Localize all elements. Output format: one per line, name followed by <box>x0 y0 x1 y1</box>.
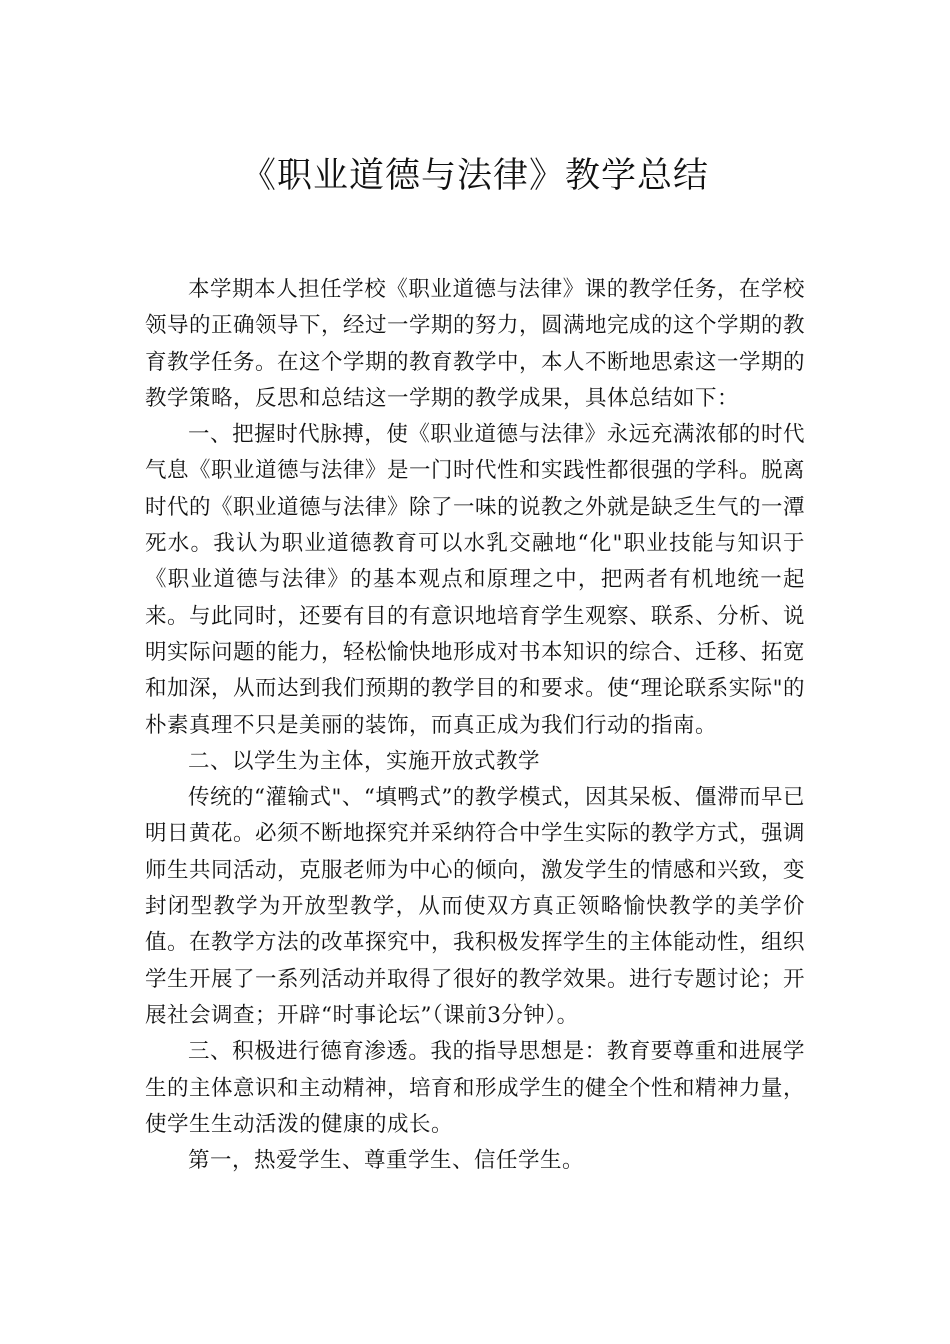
paragraph-intro: 本学期本人担任学校《职业道德与法律》课的教学任务，在学校领导的正确领导下，经过一学期的努力，圆满地完成的这个学期的教育教学任务。在这个学期的教育教学中，本人不断地思索这一学期的教学策略，反思和总结这一学期的教学成果，具体总结如下： <box>145 277 806 411</box>
paragraph-section-2-heading: 二、以学生为主体，实施开放式教学 <box>188 748 541 774</box>
paragraph-section-2: 传统的“灌输式"、“填鸭式”的教学模式，因其呆板、僵滞而早已明日黄花。必须不断地探究并采纳符合中学生实际的教学方式，强调师生共同活动，克服老师为中心的倾向，激发学生的情感和兴致，变封闭型教学为开放型教学，从而使双方真正领略愉快教学的美学价值。在教学方法的改革探究中，我积极发挥学生的主体能动性，组织学生开展了一系列活动并取得了很好的教学效果。进行专题讨论；开展社会调查；开辟“时事论坛”（课前3分钟）。 <box>145 785 806 1028</box>
paragraph-section-3: 三、积极进行德育渗透。我的指导思想是：教育要尊重和进展学生的主体意识和主动精神，培育和形成学生的健全个性和精神力量，使学生生动活泼的健康的成长。 <box>145 1039 806 1137</box>
document-title: 《职业道德与法律》教学总结 <box>240 156 709 196</box>
paragraph-point-1: 第一，热爱学生、尊重学生、信任学生。 <box>188 1148 585 1174</box>
document-body <box>145 272 805 1179</box>
paragraph-section-1: 一、把握时代脉搏，使《职业道德与法律》永远充满浓郁的时代气息《职业道德与法律》是一门时代性和实践性都很强的学科。脱离时代的《职业道德与法律》除了一味的说教之外就是缺乏生气的一潭死水。我认为职业道德教育可以水乳交融地“化"职业技能与知识于《职业道德与法律》的基本观点和原理之中，把两者有机地统一起来。与此同时，还要有目的有意识地培育学生观察、联系、分析、说明实际问题的能力，轻松愉快地形成对书本知识的综合、迁移、拓宽和加深，从而达到我们预期的教学目的和要求。使“理论联系实际"的朴素真理不只是美丽的装饰，而真正成为我们行动的指南。 <box>145 422 806 738</box>
